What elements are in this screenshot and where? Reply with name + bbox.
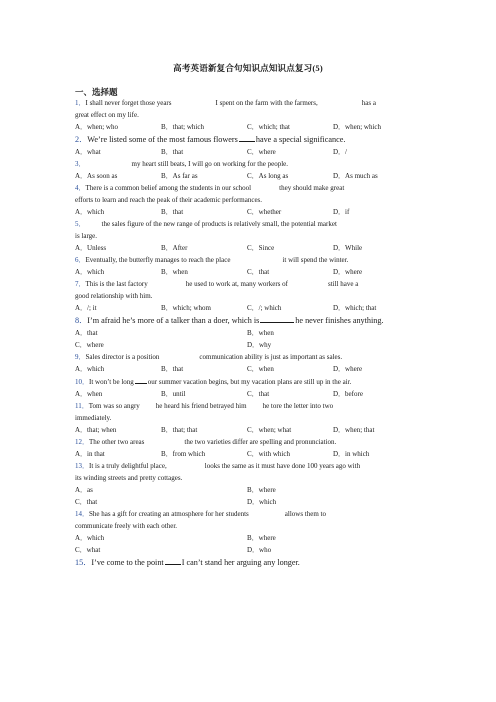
- question-text: my heart still beats, I will go on working for the people.: [131, 160, 288, 168]
- question-text: our summer vacation begins, but my vacation plans are still up in the air.: [147, 378, 352, 386]
- option-b[interactable]: B．until: [161, 390, 186, 398]
- question-11: [75, 400, 429, 412]
- option-b[interactable]: B．After: [161, 244, 188, 252]
- option-d[interactable]: D．While: [333, 244, 363, 252]
- option-d[interactable]: D．As much as: [333, 172, 378, 180]
- answer-blank[interactable]: [239, 133, 255, 142]
- option-d[interactable]: D．which: [247, 498, 277, 506]
- question-text-continued: efforts to learn and reach the peak of their academic performances.: [75, 196, 263, 204]
- question-text: The other two areas: [89, 438, 145, 446]
- option-c[interactable]: C．that: [75, 498, 98, 506]
- question-number: 10．: [75, 378, 89, 386]
- question-number: 11．: [75, 402, 89, 410]
- question-13: [75, 460, 429, 472]
- question-10: [75, 375, 429, 388]
- option-c[interactable]: C．Since: [247, 244, 275, 252]
- question-4: [75, 182, 429, 194]
- question-text: We’re listed some of the most famous flowers: [87, 135, 238, 144]
- answer-options: [75, 121, 429, 133]
- question-text: I shall never forget those years: [85, 99, 172, 107]
- question-8: [75, 314, 429, 327]
- question-text: Sales director is a position: [85, 353, 160, 361]
- answer-options: [75, 424, 429, 436]
- question-text: he tore the letter into two: [262, 402, 334, 410]
- question-text: I’ve come to the point: [91, 558, 164, 567]
- question-text: he used to work at, many workers of: [185, 280, 288, 288]
- page-title: 高考英语新复合句知识点知识点复习(5): [173, 63, 323, 73]
- answer-options: [75, 339, 429, 351]
- option-c[interactable]: C．with which: [247, 450, 290, 458]
- answer-options: [75, 146, 429, 158]
- option-b[interactable]: B．which; whom: [161, 304, 211, 312]
- question-text: they should make great: [279, 184, 345, 192]
- question-text: This is the last factory: [85, 280, 148, 288]
- option-a[interactable]: A．what: [75, 148, 101, 156]
- question-number: 1．: [75, 99, 86, 107]
- option-c[interactable]: C．that: [247, 390, 270, 398]
- question-14: [75, 508, 429, 520]
- answer-blank[interactable]: [165, 556, 181, 565]
- section-heading: 一、选择题: [75, 87, 118, 97]
- option-c[interactable]: C．whether: [247, 208, 282, 216]
- question-number: 9．: [75, 353, 86, 361]
- option-c[interactable]: C．where: [75, 341, 104, 349]
- option-a[interactable]: A．which: [75, 268, 105, 276]
- answer-options: [75, 388, 429, 400]
- option-a[interactable]: A．Unless: [75, 244, 107, 252]
- question-12: [75, 436, 429, 448]
- answer-options: [75, 532, 429, 544]
- question-text: has a: [361, 99, 376, 107]
- option-d[interactable]: D．when; which: [333, 123, 382, 131]
- option-b[interactable]: B．from which: [161, 450, 206, 458]
- option-b[interactable]: B．where: [247, 534, 276, 542]
- answer-options: [75, 496, 429, 508]
- question-text: She has a gift for creating an atmosphere for her students: [89, 510, 249, 518]
- answer-options: [75, 302, 429, 314]
- question-text: the sales figure of the new range of products is relatively small, the potential market: [101, 220, 337, 228]
- question-text-continued: great effect on my life.: [75, 111, 139, 119]
- option-d[interactable]: D．which; that: [333, 304, 377, 312]
- answer-options: [75, 242, 429, 254]
- answer-options: [75, 484, 429, 496]
- question-text: I’m afraid he’s more of a talker than a doer, which is: [87, 316, 260, 325]
- question-text: looks the same as it must have done 100 years ago with: [204, 462, 361, 470]
- question-text: Tom was so angry: [88, 402, 140, 410]
- option-a[interactable]: A．when; who: [75, 123, 118, 131]
- option-d[interactable]: D．who: [247, 546, 272, 554]
- option-d[interactable]: D．where: [333, 365, 363, 373]
- question-text: it will spend the winter.: [282, 256, 349, 264]
- question-5: [75, 218, 429, 230]
- option-d[interactable]: D．before: [333, 390, 363, 398]
- option-a[interactable]: A．in that: [75, 450, 105, 458]
- question-number: 8．: [75, 316, 88, 325]
- question-text: communication ability is just as important as sales.: [199, 353, 343, 361]
- question-text: have a special significance.: [255, 135, 346, 144]
- option-c[interactable]: C．that: [247, 268, 270, 276]
- question-text: I spent on the farm with the farmers,: [215, 99, 318, 107]
- question-text: I can’t stand her arguing any longer.: [181, 558, 300, 567]
- question-number: 14．: [75, 510, 89, 518]
- question-text-continued: communicate freely with each other.: [75, 522, 178, 530]
- question-text: he never finishes anything.: [295, 316, 384, 325]
- option-c[interactable]: C．/; which: [247, 304, 282, 312]
- answer-blank[interactable]: [135, 375, 147, 384]
- question-9: [75, 351, 429, 363]
- question-text: Eventually, the butterfly manages to reach the place: [85, 256, 231, 264]
- question-number: 6．: [75, 256, 86, 264]
- answer-options: [75, 448, 429, 460]
- option-a[interactable]: A．which: [75, 208, 105, 216]
- question-number: 2．: [75, 135, 88, 144]
- question-text-continued: good relationship with him.: [75, 292, 153, 300]
- answer-options: [75, 170, 429, 182]
- question-number: 7．: [75, 280, 86, 288]
- option-d[interactable]: D．why: [247, 341, 272, 349]
- option-c[interactable]: C．As long as: [247, 172, 289, 180]
- question-text: It won’t be long: [89, 378, 134, 386]
- question-15: [75, 556, 429, 569]
- question-text: the two varieties differ are spelling and pronunciation.: [184, 438, 337, 446]
- question-number: 15．: [75, 558, 92, 567]
- option-b[interactable]: B．where: [247, 486, 276, 494]
- answer-options: [75, 363, 429, 375]
- option-b[interactable]: B．that: [161, 148, 184, 156]
- option-b[interactable]: B．that: [161, 208, 184, 216]
- option-a[interactable]: A．that; when: [75, 426, 117, 434]
- question-text: allows them to: [284, 510, 326, 518]
- option-c[interactable]: C．when; what: [247, 426, 292, 434]
- question-number: 3．: [75, 160, 86, 168]
- question-number: 4．: [75, 184, 86, 192]
- option-d[interactable]: D．/: [333, 148, 347, 156]
- question-text-continued: immediately.: [75, 414, 112, 422]
- question-text-continued: its winding streets and pretty cottages.: [75, 474, 183, 482]
- question-list: [75, 97, 429, 569]
- option-c[interactable]: C．when: [247, 365, 274, 373]
- option-a[interactable]: A．which: [75, 534, 105, 542]
- question-number: 13．: [75, 462, 89, 470]
- answer-options: [75, 266, 429, 278]
- option-c[interactable]: C．what: [75, 546, 101, 554]
- question-number: 12．: [75, 438, 89, 446]
- option-d[interactable]: D．in which: [333, 450, 370, 458]
- option-b[interactable]: B．As far as: [161, 172, 198, 180]
- question-text: still have a: [327, 280, 359, 288]
- question-1: [75, 97, 429, 109]
- option-b[interactable]: B．that; which: [161, 123, 204, 131]
- option-b[interactable]: B．that: [161, 365, 184, 373]
- option-a[interactable]: A．/; it: [75, 304, 97, 312]
- option-a[interactable]: A．As soon as: [75, 172, 118, 180]
- option-b[interactable]: B．when: [161, 268, 188, 276]
- option-d[interactable]: D．when; that: [333, 426, 375, 434]
- answer-options: [75, 327, 429, 339]
- option-b[interactable]: B．that; that: [161, 426, 198, 434]
- question-text: It is a truly delightful place,: [89, 462, 167, 470]
- option-a[interactable]: A．when: [75, 390, 103, 398]
- answer-options: [75, 206, 429, 218]
- question-text: There is a common belief among the students in our school: [85, 184, 252, 192]
- option-a[interactable]: A．that: [75, 329, 98, 337]
- answer-blank[interactable]: [260, 314, 294, 323]
- question-2: [75, 133, 429, 146]
- option-d[interactable]: D．where: [333, 268, 363, 276]
- question-6: [75, 254, 429, 266]
- option-b[interactable]: B．when: [247, 329, 274, 337]
- option-d[interactable]: D．if: [333, 208, 350, 216]
- question-text-continued: is large.: [75, 232, 98, 240]
- option-c[interactable]: C．where: [247, 148, 276, 156]
- answer-options: [75, 544, 429, 556]
- option-c[interactable]: C．which; that: [247, 123, 290, 131]
- question-7: [75, 278, 429, 290]
- option-a[interactable]: A．as: [75, 486, 93, 494]
- question-number: 5．: [75, 220, 86, 228]
- option-a[interactable]: A．which: [75, 365, 105, 373]
- question-3: [75, 158, 429, 170]
- question-text: he heard his friend betrayed him: [155, 402, 247, 410]
